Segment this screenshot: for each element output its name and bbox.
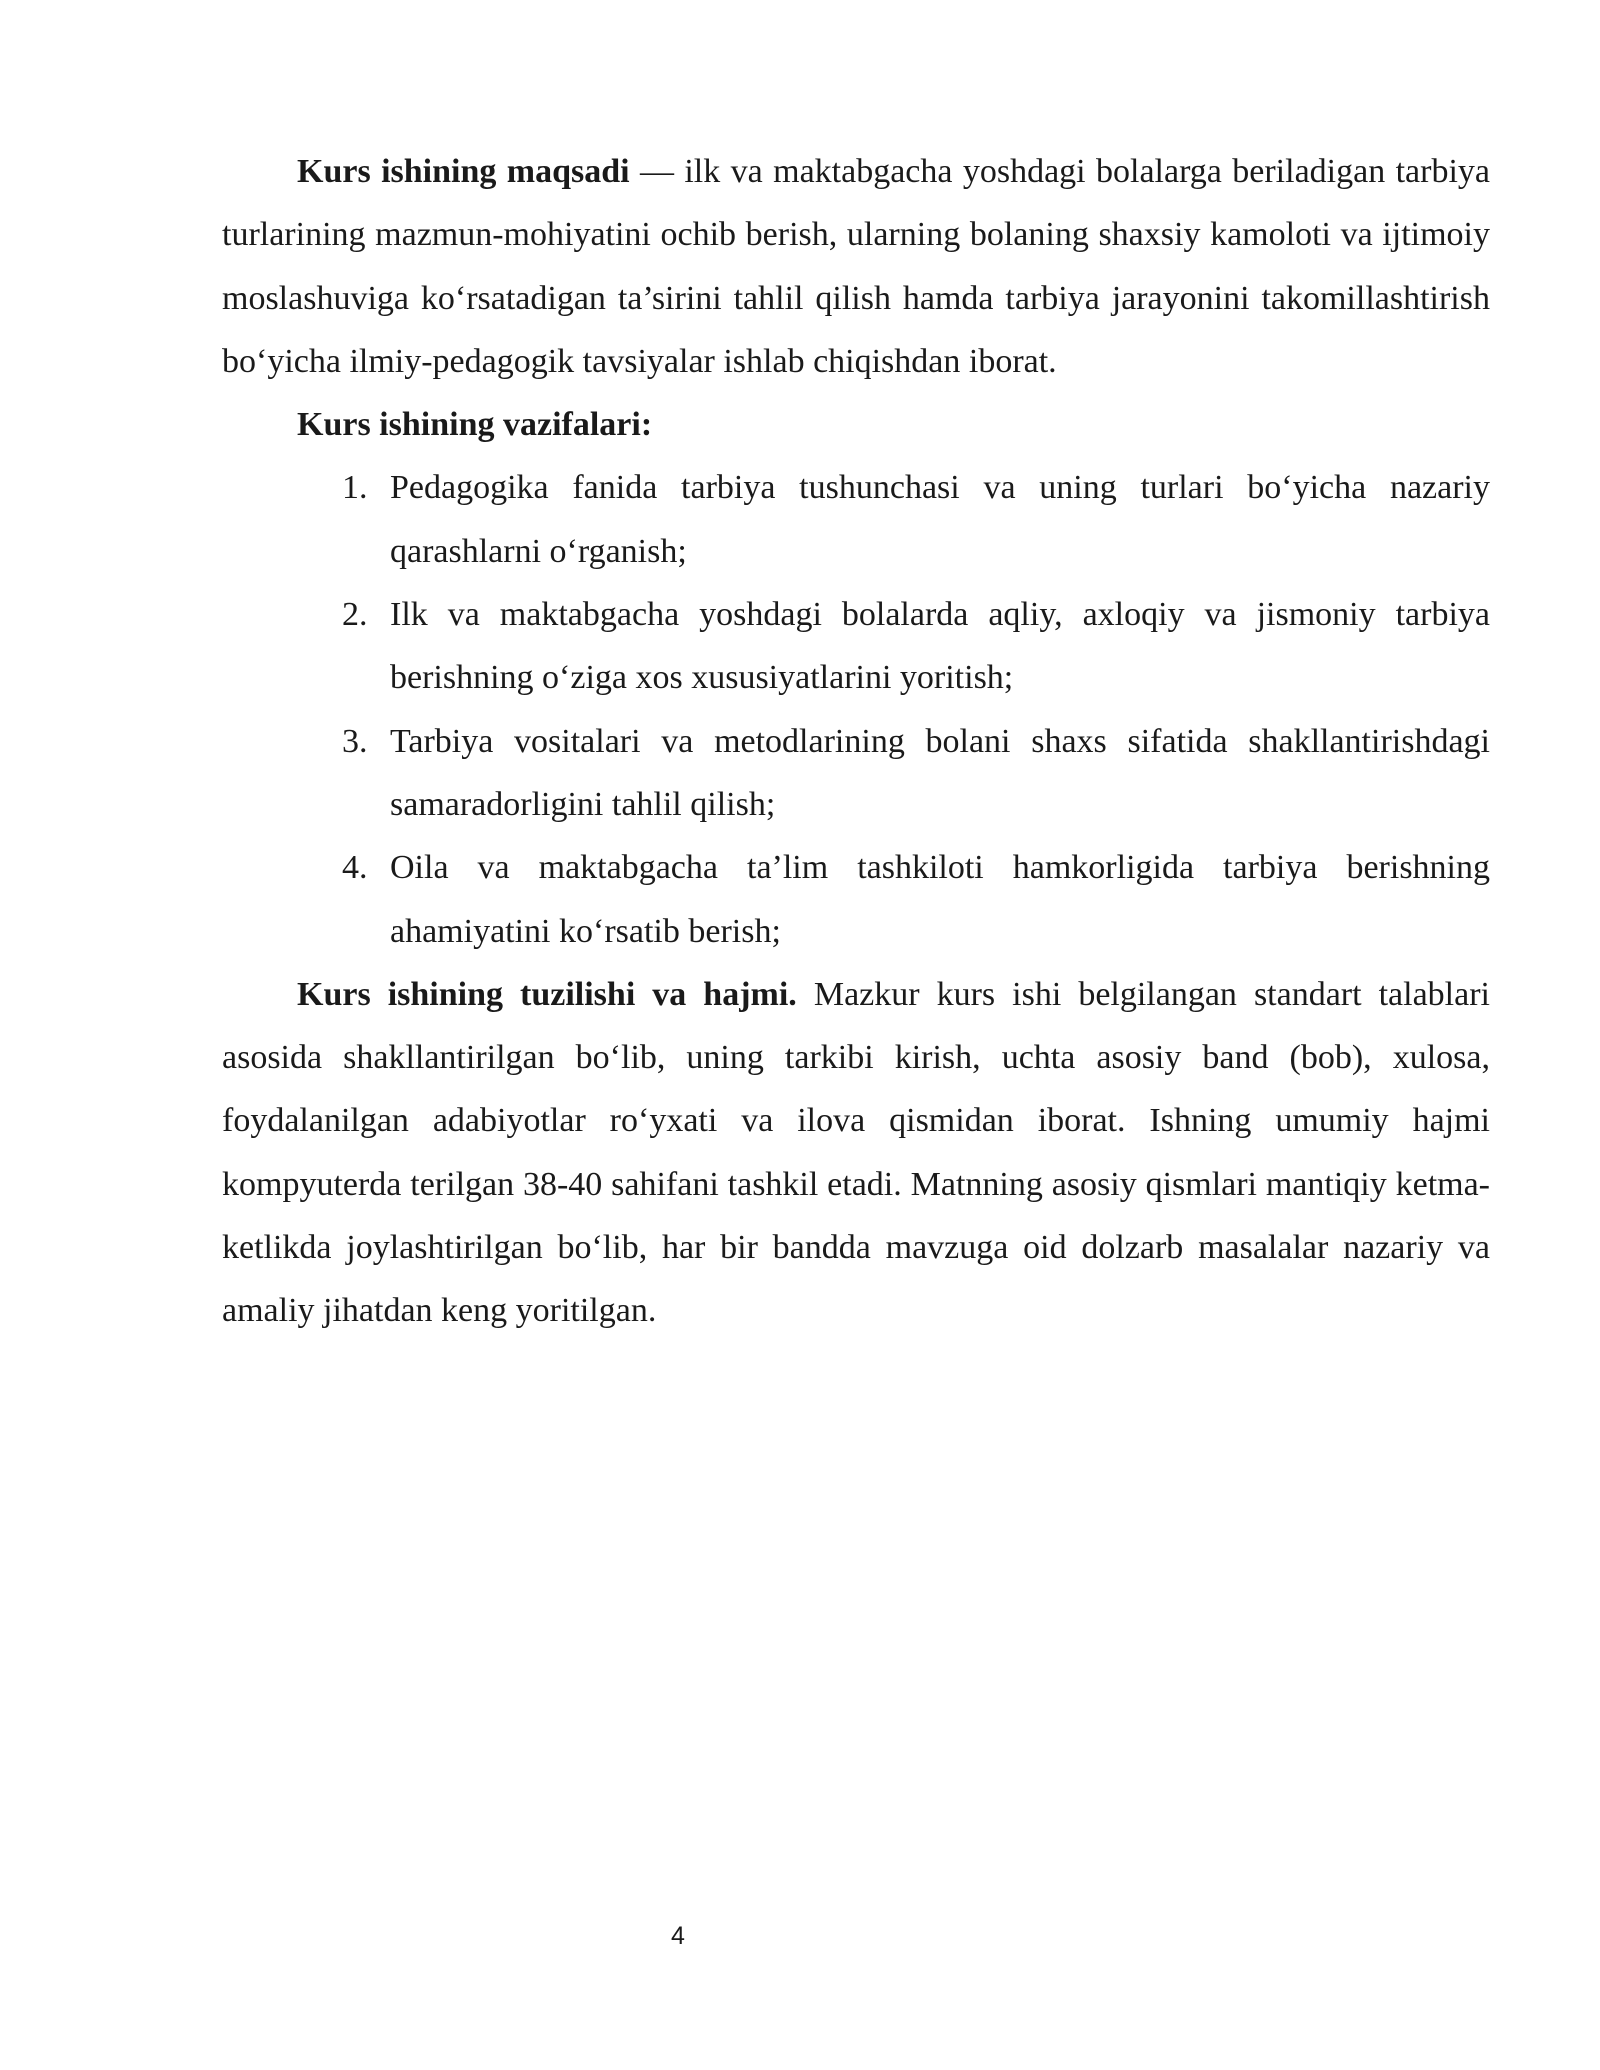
list-item-number: 1. — [342, 469, 368, 507]
list-item-number: 2. — [342, 596, 368, 634]
tasks-list — [222, 456, 1490, 962]
structure-text: Mazkur kurs ishi belgilangan standart talablari asosida shakllantirilgan bo‘lib, uning tarkibi kirish, uchta asosiy band (bob), xulosa, foydalanilgan adabiyotlar ro‘yxati va ilova qismidan iborat. Ishning umumiy hajmi kompyuterda terilgan 38-40 sahifani tashkil etadi. Matnning asosiy qismlari mantiqiy ketma-ketlikda joylashtirilgan bo‘lib, har bir bandda mavzuga oid dolzarb masalalar nazariy va amaliy jihatdan keng yoritilgan. — [222, 975, 1490, 1330]
purpose-text: — ilk va maktabgacha yoshdagi bolalarga beriladigan tarbiya turlarining mazmun-mohiyatini ochib berish, ularning bolaning shaxsiy kamoloti va ijtimoiy moslashuviga ko‘rsatadigan ta’sirini tahlil qilish hamda tarbiya jarayonini takomillashtirish bo‘yicha ilmiy-pedagogik tavsiyalar ishlab chiqishdan iborat. — [222, 153, 1490, 380]
list-item-text: Pedagogika fanida tarbiya tushunchasi va uning turlari bo‘yicha nazariy qarashlarni o‘rganish; — [390, 469, 1490, 570]
list-item-number: 4. — [342, 849, 368, 887]
list-item — [222, 836, 1490, 963]
list-item-text: Oila va maktabgacha ta’lim tashkiloti hamkorligida tarbiya berishning ahamiyatini ko‘rsatib berish; — [390, 849, 1490, 950]
purpose-heading: Kurs ishining maqsadi — [297, 153, 630, 190]
list-item-text: Ilk va maktabgacha yoshdagi bolalarda aqliy, axloqiy va jismoniy tarbiya berishning o‘ziga xos xususiyatlarini yoritish; — [390, 596, 1490, 697]
list-item — [222, 456, 1490, 583]
page-number: 4 — [671, 1922, 685, 1950]
tasks-heading: Kurs ishining vazifalari: — [297, 406, 653, 444]
list-item — [222, 583, 1490, 710]
page-body — [222, 140, 1490, 1343]
list-item-number: 3. — [342, 722, 368, 760]
list-item-text: Tarbiya vositalari va metodlarining bolani shaxs sifatida shakllantirishdagi samaradorligini tahlil qilish; — [390, 722, 1490, 823]
purpose-paragraph — [222, 140, 1490, 393]
list-item — [222, 710, 1490, 837]
structure-paragraph — [222, 963, 1490, 1343]
structure-heading: Kurs ishining tuzilishi va hajmi. — [297, 975, 797, 1013]
